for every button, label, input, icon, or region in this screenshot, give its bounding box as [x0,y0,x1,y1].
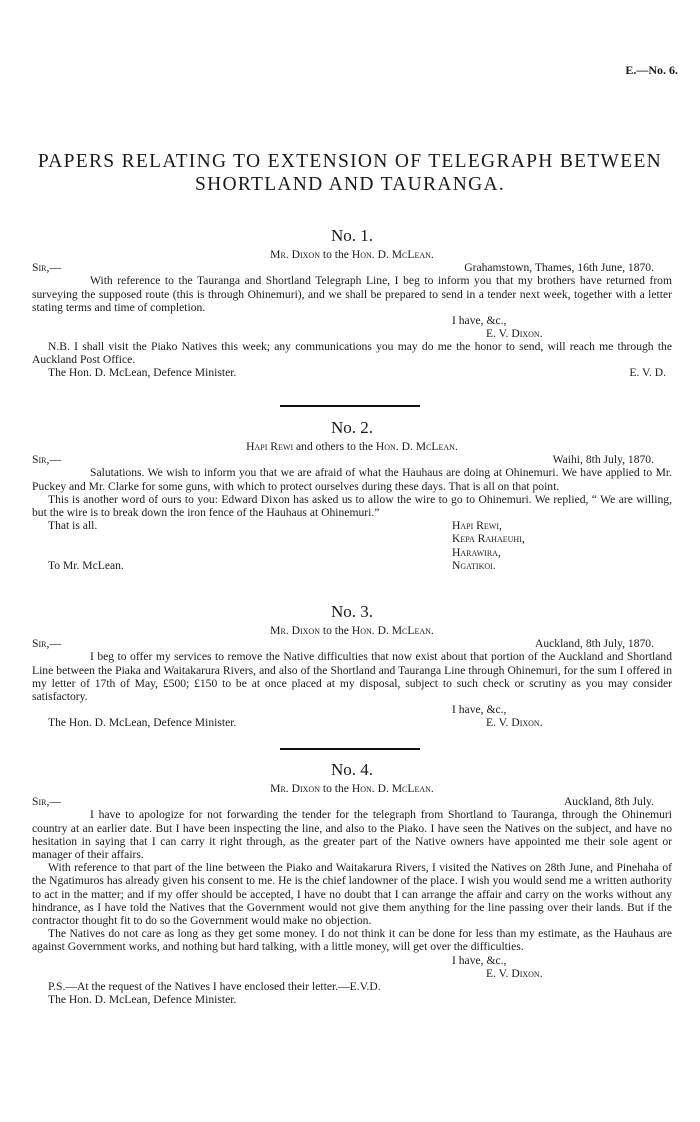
postscript: P.S.—At the request of the Natives I have enclosed their letter.—E.V.D. [48,979,381,993]
closing-block [32,314,672,340]
heading-to: Hon. D. McLean. [375,440,458,453]
heading-to: Hon. D. McLean. [351,248,434,261]
heading-to: Hon. D. McLean. [351,624,434,637]
letter-heading [32,248,672,261]
document-title [30,150,670,196]
separator-rule [280,748,420,750]
signatory: Ngatikoi. [452,558,496,572]
initials: E. V. D. [629,366,666,380]
separator-rule [280,405,420,407]
paragraph: I have to apologize for not forwarding the tender for the telegraph from Shortland to Tauranga, through the Ohinemuri country at an earlier date. But I have been inspecting the line, and also to the Piako. I have seen the Natives on the subject, and have no hesitation in saying that I can carry it right through, as the greater part of the Native owners have appointed me their sole agent or manager of their affairs. [32,808,672,862]
signature-block [32,519,672,572]
salutation: Sir,— [32,453,61,467]
paragraph: With reference to the Tauranga and Shortland Telegraph Line, I beg to inform you that my brothers have returned from surveying the supposed route (this is through Ohinemuri), and we shall be prepared to send in a tender next week, together with a letter stating terms and time of completion. [32,274,672,314]
paragraph: I beg to offer my services to remove the Native difficulties that now exist about that portion of the Auckland and Shortland Line between the Piaka and Waitakarura Rivers, and also of the Shortland and Tauranga Line through Ohinemuri, for the sum I offered in my letter of 17th of May, £500; £150 to be at once placed at my disposal, subject to such check or scrutiny as you may consider satisfactory. [32,650,672,704]
addressee: The Hon. D. McLean, Defence Minister. [48,716,237,730]
letter-number: No. 4. [330,760,374,779]
addressee: To Mr. McLean. [48,559,124,573]
paragraph: This is another word of ours to you: Edward Dixon has asked us to allow the wire to go to Ohinemuri. We replied, “ We are willing, but the wire is to break down the iron fence of the Hauhaus at Ohinemuri.” [32,492,672,520]
closing-line: That is all. [48,519,98,533]
place-date: Waihi, 8th July, 1870. [552,453,654,467]
place-date: Auckland, 8th July. [563,795,654,809]
signatory: Harawira, [452,545,501,559]
heading-mid: and others to the [293,440,376,453]
letter-3 [32,602,672,729]
salutation: Sir,— [32,795,61,809]
closing: I have, &c., [452,953,507,967]
letter-2 [32,418,672,572]
heading-mid: to the [319,782,352,795]
letter-4 [32,760,672,1006]
letter-heading [32,624,672,637]
heading-from: Mr. Dixon [270,248,320,261]
salutation: Sir,— [32,637,61,651]
paragraph: Salutations. We wish to inform you that we are afraid of what the Hauhaus are doing at Ohinemuri. We have applied to Mr. Puckey and Mr. Clarke for some guns, with which to protect ourselves during these days. That is all on that point. [32,466,672,493]
signatories [452,519,525,572]
heading-from: Hapi Rewi [246,440,294,453]
letter-1 [32,226,672,380]
letter-heading [32,782,672,795]
addressee: The Hon. D. McLean, Defence Minister. [48,992,237,1006]
addressee: The Hon. D. McLean, Defence Minister. [48,366,237,380]
heading-from: Mr. Dixon [270,782,320,795]
signature: E. V. Dixon. [486,327,543,341]
letter-number: No. 2. [330,418,374,437]
heading-mid: to the [319,624,352,637]
signatory: Hapi Rewi, [452,519,502,533]
closing: I have, &c., [452,314,507,328]
closing: I have, &c., [452,703,507,717]
page-reference: E.—No. 6. [625,63,678,77]
closing-block [32,954,672,980]
title-line-2: SHORTLAND AND TAURANGA. [194,174,506,195]
letter-number: No. 1. [330,226,374,245]
signature: E. V. Dixon. [486,716,543,730]
title-line-1: PAPERS RELATING TO EXTENSION OF TELEGRAPH BETWEEN [37,151,663,172]
heading-to: Hon. D. McLean. [351,782,434,795]
letter-number: No. 3. [330,602,374,621]
place-date: Grahamstown, Thames, 16th June, 1870. [464,261,654,275]
closing-block [32,703,672,729]
salutation: Sir,— [32,261,61,275]
place-date: Auckland, 8th July, 1870. [534,637,654,651]
signature: E. V. Dixon. [486,966,543,980]
postscript: N.B. I shall visit the Piako Natives this week; any communications you may do me the honor to send, will reach me through the Auckland Post Office. [32,340,672,367]
heading-from: Mr. Dixon [270,624,320,637]
paragraph: The Natives do not care as long as they get some money. I do not think it can be done for less than my estimate, as the Hauhaus are against Government works, and nothing but hard talking, with a little money, will get over the difficulties. [32,927,672,954]
heading-mid: to the [319,248,352,261]
signatory: Kepa Rahaeuhi, [452,532,525,546]
paragraph: With reference to that part of the line between the Piako and Waitakarura Rivers, I visited the Natives on 28th June, and Pinehaha of the Ngatimuros has already given his consent to me. He is the chief landowner of the place. I wish you would send me a written authority to act in the matter; and if my offer should be accepted, I have no doubt that I can arrange the affair and carry on the works without any hindrance, as I have told the Natives that the Government would not give them anything for the line passing over their lands. But if the contractor thought fit to do so the Government would make no objection. [32,861,672,928]
letter-heading [32,440,672,453]
